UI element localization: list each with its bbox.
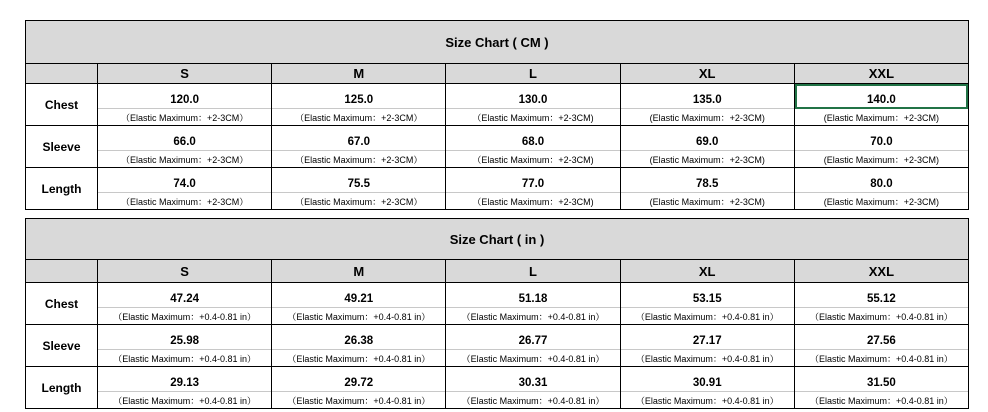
header-corner-cell <box>26 260 98 282</box>
value: 55.12 <box>795 283 968 308</box>
size-header-s: S <box>98 64 272 83</box>
cell-sleeve-l[interactable] <box>446 126 620 167</box>
cell-length-m[interactable] <box>272 367 446 408</box>
size-header-m: M <box>272 64 446 83</box>
elastic-note: （Elastic Maximum：+0.4-0.81 in） <box>113 395 256 406</box>
value: 75.5 <box>272 168 445 193</box>
value: 135.0 <box>621 84 794 109</box>
elastic-note: （Elastic Maximum：+0.4-0.81 in） <box>635 311 779 322</box>
cell-chest-xl[interactable] <box>621 283 795 324</box>
elastic-note: (Elastic Maximum：+2-3CM) <box>649 196 765 207</box>
cell-sleeve-m[interactable] <box>272 126 446 167</box>
value: 80.0 <box>795 168 968 193</box>
elastic-note: （Elastic Maximum：+0.4-0.81 in） <box>810 395 953 406</box>
elastic-note: （Elastic Maximum：+2-3CM) <box>472 112 594 123</box>
value: 66.0 <box>98 126 271 151</box>
value: 47.24 <box>98 283 271 308</box>
size-header-xxl: XXL <box>868 66 895 81</box>
cell-length-xl[interactable] <box>621 367 795 408</box>
size-header-m: M <box>272 260 446 282</box>
cell-length-xl[interactable] <box>621 168 795 209</box>
value: 31.50 <box>795 367 968 392</box>
cell-chest-l[interactable] <box>446 283 620 324</box>
size-header-xxl: XXL <box>868 263 895 279</box>
value: 68.0 <box>446 126 619 151</box>
value: 29.72 <box>272 367 445 392</box>
sleeve-row <box>26 126 968 168</box>
value: 30.31 <box>446 367 619 392</box>
cell-chest-m[interactable] <box>272 84 446 125</box>
value: 77.0 <box>446 168 619 193</box>
value: 49.21 <box>272 283 445 308</box>
value: 30.91 <box>621 367 794 392</box>
value: 27.17 <box>621 325 794 350</box>
elastic-note: （Elastic Maximum：+2-3CM) <box>472 196 594 207</box>
size-chart-cm <box>25 20 969 210</box>
cell-chest-s[interactable] <box>98 84 272 125</box>
elastic-note: （Elastic Maximum：+2-3CM） <box>295 154 423 165</box>
value: 78.5 <box>621 168 794 193</box>
cell-length-xxl[interactable] <box>795 168 968 209</box>
elastic-note: （Elastic Maximum：+0.4-0.81 in） <box>287 311 431 322</box>
elastic-note: （Elastic Maximum：+0.4-0.81 in） <box>635 395 779 406</box>
size-header-xl: XL <box>621 64 795 83</box>
elastic-note: （Elastic Maximum：+2-3CM） <box>120 196 249 207</box>
cell-sleeve-xl[interactable] <box>621 126 795 167</box>
cell-length-s[interactable] <box>98 168 272 209</box>
cell-chest-xl[interactable] <box>621 84 795 125</box>
elastic-note: （Elastic Maximum：+0.4-0.81 in） <box>287 353 431 364</box>
row-label-chest: Chest <box>26 283 98 324</box>
elastic-note: （Elastic Maximum：+2-3CM） <box>295 196 423 207</box>
size-header-xl: XL <box>621 260 795 282</box>
row-label-chest: Chest <box>26 84 98 125</box>
elastic-note: （Elastic Maximum：+0.4-0.81 in） <box>810 353 953 364</box>
elastic-note: (Elastic Maximum：+2-3CM) <box>823 154 940 165</box>
cell-chest-m[interactable] <box>272 283 446 324</box>
elastic-note: （Elastic Maximum：+0.4-0.81 in） <box>810 311 953 322</box>
length-row <box>26 168 968 209</box>
elastic-note: （Elastic Maximum：+2-3CM） <box>120 154 249 165</box>
value: 53.15 <box>621 283 794 308</box>
value: 140.0 <box>795 84 968 109</box>
elastic-note: （Elastic Maximum：+0.4-0.81 in） <box>461 353 605 364</box>
size-header-row <box>26 260 968 283</box>
value: 67.0 <box>272 126 445 151</box>
elastic-note: （Elastic Maximum：+0.4-0.81 in） <box>635 353 779 364</box>
elastic-note: (Elastic Maximum：+2-3CM) <box>649 112 765 123</box>
value: 25.98 <box>98 325 271 350</box>
value: 27.56 <box>795 325 968 350</box>
value: 70.0 <box>795 126 968 151</box>
size-header-s: S <box>98 260 272 282</box>
size-header-l: L <box>446 260 620 282</box>
elastic-note: （Elastic Maximum：+0.4-0.81 in） <box>461 311 605 322</box>
chest-row <box>26 283 968 325</box>
row-label-length: Length <box>26 168 98 209</box>
elastic-note: （Elastic Maximum：+0.4-0.81 in） <box>113 311 256 322</box>
cell-sleeve-s[interactable] <box>98 325 272 366</box>
cell-length-m[interactable] <box>272 168 446 209</box>
size-chart-in <box>25 218 969 409</box>
cell-length-s[interactable] <box>98 367 272 408</box>
cell-sleeve-xxl[interactable] <box>795 325 968 366</box>
elastic-note: （Elastic Maximum：+2-3CM） <box>120 112 249 123</box>
value: 69.0 <box>621 126 794 151</box>
chart-title: Size Chart ( in ) <box>26 219 968 260</box>
elastic-note: （Elastic Maximum：+0.4-0.81 in） <box>461 395 605 406</box>
cell-length-l[interactable] <box>446 168 620 209</box>
cell-sleeve-m[interactable] <box>272 325 446 366</box>
value: 26.77 <box>446 325 619 350</box>
value: 120.0 <box>98 84 271 109</box>
value: 29.13 <box>98 367 271 392</box>
elastic-note: （Elastic Maximum：+2-3CM） <box>295 112 423 123</box>
size-header-l: L <box>446 64 620 83</box>
cell-sleeve-l[interactable] <box>446 325 620 366</box>
row-label-length: Length <box>26 367 98 408</box>
cell-length-xxl[interactable] <box>795 367 968 408</box>
sleeve-row <box>26 325 968 367</box>
length-row <box>26 367 968 408</box>
elastic-note: (Elastic Maximum：+2-3CM) <box>649 154 765 165</box>
row-label-sleeve: Sleeve <box>26 325 98 366</box>
cell-chest-s[interactable] <box>98 283 272 324</box>
cell-length-l[interactable] <box>446 367 620 408</box>
cell-chest-xxl[interactable] <box>795 283 968 324</box>
cell-sleeve-xl[interactable] <box>621 325 795 366</box>
elastic-note: （Elastic Maximum：+0.4-0.81 in） <box>287 395 431 406</box>
elastic-note: （Elastic Maximum：+0.4-0.81 in） <box>113 353 256 364</box>
value: 74.0 <box>98 168 271 193</box>
chest-row <box>26 84 968 126</box>
elastic-note: (Elastic Maximum：+2-3CM) <box>823 112 940 123</box>
elastic-note: (Elastic Maximum：+2-3CM) <box>823 196 940 207</box>
value: 125.0 <box>272 84 445 109</box>
cell-sleeve-xxl[interactable] <box>795 126 968 167</box>
size-header-row <box>26 64 968 84</box>
cell-chest-xxl[interactable] <box>795 84 968 125</box>
value: 130.0 <box>446 84 619 109</box>
header-corner-cell <box>26 64 98 83</box>
cell-chest-l[interactable] <box>446 84 620 125</box>
chart-title: Size Chart ( CM ) <box>26 21 968 64</box>
cell-sleeve-s[interactable] <box>98 126 272 167</box>
value: 51.18 <box>446 283 619 308</box>
row-label-sleeve: Sleeve <box>26 126 98 167</box>
elastic-note: （Elastic Maximum：+2-3CM) <box>472 154 594 165</box>
value: 26.38 <box>272 325 445 350</box>
